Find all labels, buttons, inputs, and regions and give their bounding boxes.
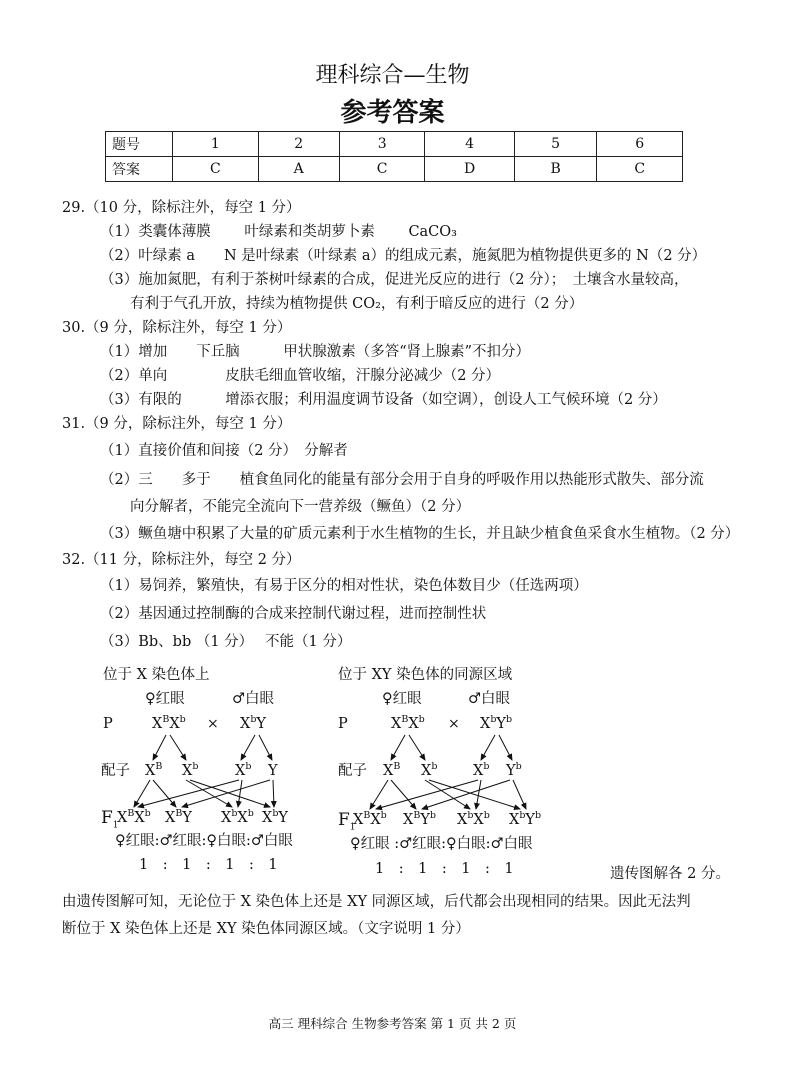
gamete: Y [268, 763, 278, 779]
q30-answer-2: （2）单向 皮肤毛细血管收缩，汗腺分泌减少（2 分） [100, 368, 501, 384]
offspring-genotype: $X^bY^b$ [509, 810, 542, 828]
arrow [513, 780, 526, 809]
gamete: $X^B$ [383, 761, 401, 779]
table-cell: 2 [258, 132, 339, 157]
q31-answer-2: （2）三 多于 植食鱼同化的能量有部分会用于自身的呼吸作用以热能形式散失、部分流 [100, 472, 704, 488]
table-cell: 6 [597, 132, 683, 157]
p-label: P [103, 716, 113, 732]
table-cell: B [514, 157, 597, 182]
page-footer: 高三 理科综合 生物参考答案 第 1 页 共 2 页 [268, 1016, 517, 1031]
arrow [481, 735, 495, 760]
score-note: 遗传图解各 2 分。 [610, 866, 730, 882]
q29-answer-3-cont: 有利于气孔开放，持续为植物提供 CO₂，有利于暗反应的进行（2 分） [130, 296, 584, 312]
table-cell: 5 [514, 132, 597, 157]
phenotype-row: ♀红眼 :♂红眼:♀白眼:♂白眼 [350, 836, 533, 852]
phenotype-row: ♀红眼:♂红眼:♀白眼:♂白眼 [115, 833, 293, 849]
arrow [273, 780, 274, 807]
page-title: 理科综合—生物 [315, 63, 470, 88]
q32-answer-2: （2）基因通过控制酶的合成来控制代谢过程，进而控制性状 [100, 606, 487, 622]
arrow [409, 735, 425, 760]
parent-male-genotype: $X^bY$ [240, 714, 266, 732]
offspring-genotype: $X^BX^b$ [117, 808, 151, 826]
offspring-genotype: $X^BY^b$ [403, 810, 436, 828]
diagram-title: 位于 XY 染色体的同源区域 [338, 667, 513, 683]
arrow [153, 735, 166, 760]
table-cell: 答案 [106, 157, 173, 182]
parent-male-label: ♂白眼 [232, 691, 274, 707]
gamete: $X^b$ [473, 761, 490, 779]
parent-male-label: ♂白眼 [468, 691, 510, 707]
table-cell: C [339, 157, 425, 182]
arrow [376, 780, 478, 809]
arrow [429, 780, 520, 809]
gamete: $X^B$ [145, 761, 163, 779]
arrow [238, 780, 242, 807]
arrow [370, 780, 388, 809]
table-cell: C [597, 157, 683, 182]
q29-answer-2: （2）叶绿素 a N 是叶绿素（叶绿素 a）的组成元素，施氮肥为植物提供更多的 N（2 分） [100, 248, 707, 264]
gamete: $X^b$ [182, 761, 199, 779]
ratio-row: 1 : 1 : 1 : 1 [375, 861, 514, 877]
arrow [259, 735, 272, 760]
q32-heading: 32.（11 分，除标注外，每空 2 分） [62, 552, 301, 568]
q32-answer-1: （1）易饲养，繁殖快，有易于区分的相对性状，染色体数目少（任选两项） [100, 578, 588, 594]
page-subtitle: 参考答案 [340, 98, 445, 128]
q29-answer-3: （3）施加氮肥，有利于茶树叶绿素的合成，促进光反应的进行（2 分）； 土壤含水量较高， [100, 272, 689, 288]
table-cell: D [425, 157, 514, 182]
parent-female-genotype: $X^BX^b$ [152, 714, 186, 732]
cross-symbol: × [207, 716, 219, 732]
gamete: $Y^b$ [506, 761, 522, 779]
arrow [186, 780, 232, 807]
q30-answer-3: （3）有限的 增添衣服；利用温度调节设备（如空调），创设人工气候环境（2 分） [100, 392, 667, 408]
q31-answer-3: （3）鳜鱼塘中积累了大量的矿质元素利于水生植物的生长，并且缺少植食鱼采食水生植物。（2 分） [100, 526, 740, 542]
table-row [106, 132, 683, 157]
table-cell: 4 [425, 132, 514, 157]
arrow [153, 780, 176, 807]
arrow [138, 780, 239, 807]
p-label: P [338, 716, 348, 732]
q30-heading: 30.（9 分，除标注外，每空 1 分） [62, 320, 292, 336]
arrow [391, 735, 405, 760]
cross-symbol: × [448, 716, 460, 732]
arrow [499, 735, 512, 760]
arrow [422, 780, 510, 809]
answer-table [105, 131, 683, 182]
q32-answer-3: （3）Bb、bb （1 分） 不能（1 分） [100, 634, 352, 650]
table-cell: 题号 [106, 132, 173, 157]
gamete: $X^b$ [235, 761, 252, 779]
conclusion-line-2: 断位于 X 染色体上还是 XY 染色体同源区域。（文字说明 1 分） [62, 921, 470, 937]
q29-answer-1: （1）类囊体薄膜 叶绿素和类胡萝卜素 CaCO₃ [100, 224, 457, 240]
arrow [476, 780, 481, 809]
q29-heading: 29.（10 分，除标注外，每空 1 分） [62, 200, 301, 216]
q30-answer-1: （1）增加 下丘脑 甲状腺激素（多答“肾上腺素”不扣分） [100, 344, 531, 360]
offspring-genotype: $X^bY$ [262, 808, 288, 826]
arrow [134, 780, 150, 807]
table-cell: A [258, 157, 339, 182]
ratio-row: 1 : 1 : 1 : 1 [139, 857, 278, 873]
f1-label: $F_1$ [338, 810, 356, 833]
parent-female-genotype: $X^BX^b$ [391, 714, 425, 732]
conclusion-line-1: 由遗传图解可知，无论位于 X 染色体上还是 XY 同源区域，后代都会出现相同的结果。因此无法判 [62, 894, 691, 910]
diagram-title: 位于 X 染色体上 [103, 667, 210, 683]
arrow [241, 735, 255, 760]
table-cell: 3 [339, 132, 425, 157]
arrow [182, 780, 270, 807]
offspring-genotype: $X^BY$ [165, 808, 192, 826]
gamete-label: 配子 [338, 763, 367, 779]
arrow [190, 780, 270, 807]
table-cell: C [173, 157, 259, 182]
offspring-genotype: $X^bX^b$ [457, 810, 490, 828]
table-cell: 1 [173, 132, 259, 157]
q31-heading: 31.（9 分，除标注外，每空 1 分） [62, 416, 292, 432]
offspring-genotype: $X^BX^b$ [353, 810, 387, 828]
gamete: $X^b$ [421, 761, 438, 779]
arrow [425, 780, 470, 809]
arrow [170, 735, 186, 760]
offspring-genotype: $X^bX^b$ [221, 808, 254, 826]
parent-female-label: ♀红眼 [145, 691, 185, 707]
q31-answer-2-cont: 向分解者，不能完全流向下一营养级（鳜鱼）（2 分） [130, 499, 471, 515]
q31-answer-1: （1）直接价值和间接（2 分） 分解者 [100, 443, 348, 459]
parent-female-label: ♀红眼 [382, 691, 422, 707]
f1-label: $F_1$ [101, 808, 119, 831]
arrow [391, 780, 416, 809]
parent-male-genotype: $X^bY^b$ [480, 714, 513, 732]
table-row [106, 157, 683, 182]
gamete-label: 配子 [101, 763, 130, 779]
